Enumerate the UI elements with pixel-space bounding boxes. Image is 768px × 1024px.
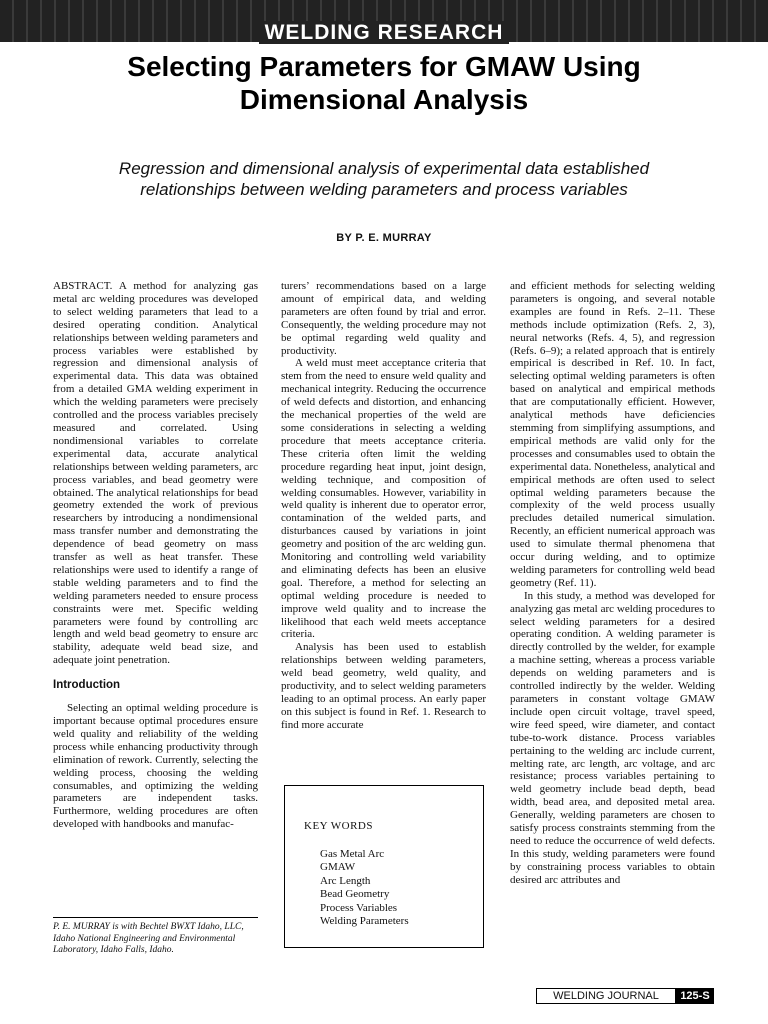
column-3-paragraph-1: and efficient methods for selecting welding parameters is ongoing, and several notable examples are found in Refs. 2–11. These methods include optimization (Refs. 2, 3), neural networks (Refs. 4, 5), and regression (Refs. 6–9); a related approach that is entirely empirical is described in Ref. 10. In fact, selecting optimal welding parameters is often based on analytical and empirical methods that are computationally efficient. However, analytical methods have deficiencies stemming from simplifying assumptions, and empirical methods are valid only for the processes and consumables used to obtain the experimental data. Nonetheless, analytical and empirical methods are often used to select optimal welding parameters because the complexity of the weld process usually precludes detailed numerical simulation. Recently, an efficient numerical approach was used to simulate thermal phenomena that occur during welding, and to optimize welding parameters for controlling weld bead geometry (Ref. 11). <box>510 280 715 589</box>
keyword-item: GMAW <box>320 861 356 874</box>
keyword-item: Process Variables <box>320 901 398 914</box>
column-3-paragraph-2: In this study, a method was developed for analyzing gas metal arc welding procedures to select welding parameters for a desired operating condition. A welding parameter is directly controlled by the welder, for example a machine setting, whereas a process variable depends on welding parameters and is controlled indirectly by the welder. Welding parameters in constant voltage GMAW include open circuit voltage, travel speed, wire feed speed, wire diameter, and contact tube-to-work distance. Process variables pertaining to the welding arc include current, melting rate, arc length, arc voltage, and arc resistance; process variables pertaining to weld geometry include bead depth, bead width, bead area, and deposited metal area. Generally, welding parameters are chosen to satisfy process constraints stemming from the need to reduce the occurrence of weld defects. In this study, welding parameters were found by constraining process variables to obtain desired arc attributes and <box>510 589 715 886</box>
article-title <box>40 50 728 116</box>
section-label: WELDING RESEARCH <box>0 22 768 44</box>
keyword-item: Arc Length <box>320 874 371 887</box>
keywords-list <box>320 848 409 928</box>
title-line-1: Selecting Parameters for GMAW Using <box>127 51 641 82</box>
column-2-paragraph-1: turers’ recommendations based on a large amount of empirical data, and welding parameters are often found by trial and error. Consequently, the welding procedure may not be optimal regarding weld quality and productivity. <box>281 280 486 357</box>
keyword-item: Gas Metal Arc <box>320 848 385 860</box>
author-footnote: P. E. MURRAY is with Bechtel BWXT Idaho, LLC, Idaho National Engineering and Environmental Laboratory, Idaho Falls, Idaho. <box>53 917 258 957</box>
article-deck <box>40 158 728 200</box>
column-2-paragraph-3: Analysis has been used to establish relationships between welding parameters, weld bead geometry, weld quality, and productivity, and to select welding parameters leading to an optimal process. An early paper on this subject is found in Ref. 1. Research to find more accurate <box>281 641 486 731</box>
footer-journal-name: WELDING JOURNAL <box>536 988 676 1004</box>
abstract-paragraph: ABSTRACT. A method for analyzing gas metal arc welding procedures was developed to select welding parameters that lead to a desired operating condition. Analytical relationships between welding parameters and process variables were established by regression and dimensional analysis of experimental data. This data was obtained from a detailed GMA welding experiment in which the welding parameters were precisely controlled and the process variables precisely measured and correlated. Using nondimensional variables to correlate experimental data, accurate analytical relationships between welding parameters, arc process variables, and bead geometry were obtained. The analytical relationships for bead geometry extended the work of previous researchers by introducing a nondimensional mass transfer number and demonstrating the dependence of bead geometry on mass transfer as well as heat transfer. These relationships were used to identify a range of stable welding parameters and to find the welding parameters needed to ensure process constraints were met. Specific welding parameters were found by controlling arc length and weld bead geometry to ensure arc stability, adequate weld bead size, and adequate joint penetration. <box>53 280 258 667</box>
column-3 <box>510 280 715 887</box>
column-1 <box>53 280 258 831</box>
keyword-item: Welding Parameters <box>320 915 409 928</box>
keywords-title: KEY WORDS <box>304 820 373 832</box>
column-2-paragraph-2: A weld must meet acceptance criteria that stem from the need to ensure weld quality and mechanical integrity. Reducing the occurrence of weld defects and distortion, and enhancing the mechanical properties of the weld are some considerations in selecting a welding procedure that meets acceptance criteria. These criteria often limit the welding procedure regarding heat input, joint design, welding technique, and composition of welding consumables. However, variability in weld quality is inherent due to operator error, contamination of the welded parts, and disturbances caused by variations in joint geometry and position of the arc welding gun. Monitoring and controlling weld variability and eliminating defects has been an elusive goal. Therefore, a method for selecting an optimal welding procedure is needed to improve weld quality and to increase the likelihood that each weld meets acceptance criteria. <box>281 357 486 641</box>
byline: BY P. E. MURRAY <box>336 232 432 244</box>
title-line-2: Dimensional Analysis <box>239 84 529 115</box>
keyword-item: Bead Geometry <box>320 888 390 901</box>
deck-line-1: Regression and dimensional analysis of experimental data established <box>118 159 650 178</box>
introduction-heading: Introduction <box>53 679 121 692</box>
keywords-box <box>284 785 484 948</box>
footer-page-number: 125-S <box>676 988 714 1004</box>
column-2 <box>281 280 486 732</box>
deck-line-2: relationships between welding parameters and process variables <box>140 180 628 199</box>
intro-paragraph: Selecting an optimal welding procedure is important because optimal procedures ensure weld quality and reliability of the welding process while enhancing productivity through elimination of rework. Currently, selecting the welding process, choosing the welding consumables, and optimizing the welding parameters are independent tasks. Furthermore, welding procedures are often developed with handbooks and manufac- <box>53 702 258 831</box>
